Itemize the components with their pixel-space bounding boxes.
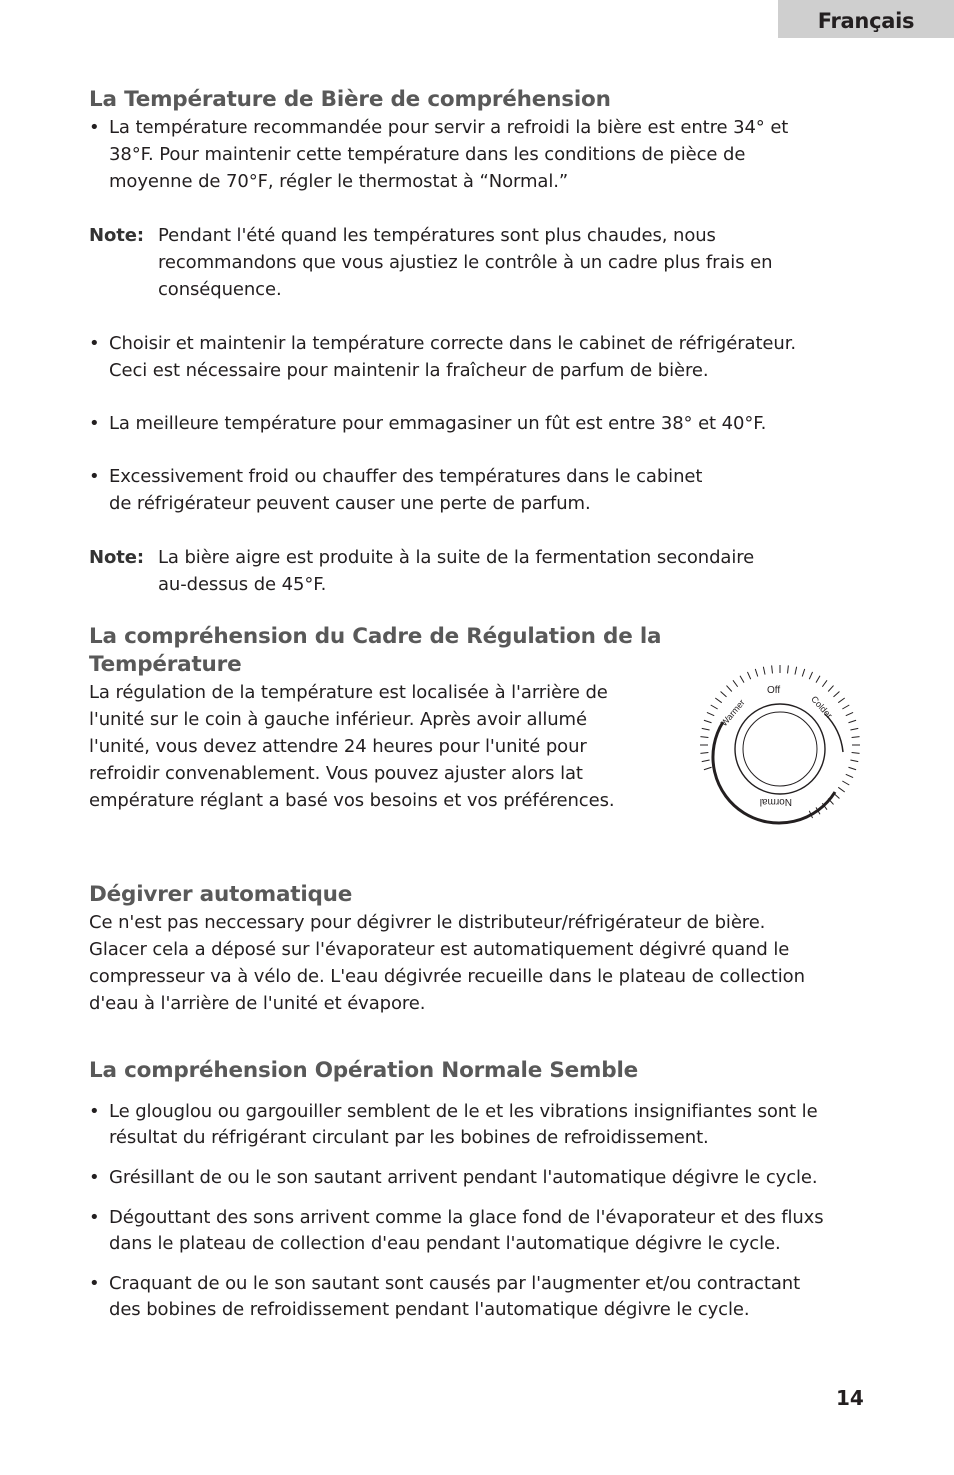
dial-tick xyxy=(850,760,858,762)
dial-tick xyxy=(852,753,860,754)
dial-tick xyxy=(788,665,789,673)
dial-tick xyxy=(848,767,856,769)
dial-label-normal: Normal xyxy=(759,796,792,807)
dial-tick xyxy=(702,728,710,730)
dial-tick xyxy=(802,669,804,677)
dial-tick xyxy=(726,686,731,692)
section-title-beer-temperature: La Température de Bière de compréhension xyxy=(89,87,611,112)
dial-tick xyxy=(846,774,853,777)
dial-tick xyxy=(763,667,765,675)
dial-arc-upper xyxy=(825,714,843,752)
dial-label-colder: Colder xyxy=(809,694,835,721)
bullet-serving-temperature: • La température recommandée pour servir a refroidi la bière est entre 34° et 38°F. Pour maintenir cette température dans les conditions de pièce de moyenne de 70°F, régler le thermostat à “Normal.” xyxy=(89,114,864,195)
auto-defrost-body: Ce n'est pas neccessary pour dégivrer le distributeur/réfrigérateur de bière. Glacer cela a déposé sur l'évaporateur est automatiquement dégivré quand le compresseur va à vélo de. L'eau dégivrée recueille dans le plateau de collection d'eau à l'arrière de l'unité et évapore. xyxy=(89,912,805,1014)
bullet-flavor-loss: • Excessivement froid ou chauffer des températures dans le cabinet de réfrigérateur peuvent causer une perte de parfum. xyxy=(89,463,864,517)
dial-tick xyxy=(721,691,727,696)
section-title-auto-defrost: Dégivrer automatique xyxy=(89,882,353,907)
bullet-cracking: • Craquant de ou le son sautant sont causés par l'augmenter et/ou contractant des bobines de refroidissement pendant l'automatique dégivre le cycle. xyxy=(89,1271,864,1323)
temperature-control-body: La régulation de la température est localisée à l'arrière de l'unité sur le coin à gauche inférieur. Après avoir allumé l'unité, vous devez attendre 24 heures pour l'unité pour refroidir convenablement. Vous pouvez ajuster alors lat empérature réglant a basé vos besoins et vos préférences. xyxy=(89,682,615,811)
note-label: Note: xyxy=(89,225,144,246)
dial-tick xyxy=(842,705,849,709)
bullet-gurgling: • Le glouglou ou gargouiller semblent de le et les vibrations insignifiantes sont le résultat du réfrigérant circulant par les bobines de refroidissement. xyxy=(89,1099,864,1151)
dial-tick xyxy=(795,667,797,675)
page-number: 14 xyxy=(836,1386,864,1410)
dial-tick xyxy=(816,676,820,683)
dial-tick xyxy=(834,691,840,696)
dial-tick xyxy=(704,767,712,769)
dial-label-warmer: Warmer xyxy=(718,697,747,729)
bullet-sizzling: • Grésillant de ou le son sautant arrivent pendant l'automatique dégivre le cycle. xyxy=(89,1165,864,1191)
dial-tick xyxy=(850,728,858,730)
bullet-correct-temperature: • Choisir et maintenir la température correcte dans le cabinet de réfrigérateur. Ceci est nécessaire pour maintenir la fraîcheur de parfum de bière. xyxy=(89,330,864,384)
section-title-temperature-control: La compréhension du Cadre de Régulation de la Température xyxy=(89,624,662,677)
bullet-keg-temperature: • La meilleure température pour emmagasiner un fût est entre 38° et 40°F. xyxy=(89,410,864,437)
note-label: Note: xyxy=(89,547,144,568)
dial-tick xyxy=(700,737,708,738)
dial-tick xyxy=(852,737,860,738)
dial-tick xyxy=(848,720,856,722)
dial-tick xyxy=(809,672,812,679)
dial-tick xyxy=(755,669,757,677)
dial-tick xyxy=(842,781,849,785)
section-title-normal-sounds: La compréhension Opération Normale Semble xyxy=(89,1058,639,1083)
dial-tick xyxy=(715,698,721,703)
dial-tick xyxy=(711,705,718,709)
dial-tick xyxy=(838,698,844,703)
bullet-dripping: • Dégouttant des sons arrivent comme la glace fond de l'évaporateur et des fluxs dans le plateau de collection d'eau pendant l'automatique dégivre le cycle. xyxy=(89,1205,864,1257)
dial-tick xyxy=(700,753,708,754)
thermostat-dial-illustration xyxy=(697,662,863,828)
dial-tick xyxy=(838,787,844,792)
dial-tick xyxy=(822,680,827,686)
dial-tick xyxy=(772,665,773,673)
dial-tick xyxy=(702,760,710,762)
note-sour-beer: Note: La bière aigre est produite à la suite de la fermentation secondaire au-dessus de 45°F. xyxy=(89,544,864,598)
dial-knob-outer xyxy=(735,704,825,794)
dial-label-off: Off xyxy=(767,685,781,696)
dial-tick xyxy=(733,680,738,686)
language-tab: Français xyxy=(778,0,954,38)
dial-tick xyxy=(707,712,714,715)
dial-tick xyxy=(740,676,744,683)
note-summer: Note: Pendant l'été quand les températures sont plus chaudes, nous recommandons que vous ajustiez le contrôle à un cadre plus frais en conséquence. xyxy=(89,222,864,303)
dial-tick xyxy=(704,720,712,722)
dial-tick xyxy=(747,672,750,679)
dial-tick xyxy=(846,712,853,715)
dial-tick xyxy=(828,686,833,692)
